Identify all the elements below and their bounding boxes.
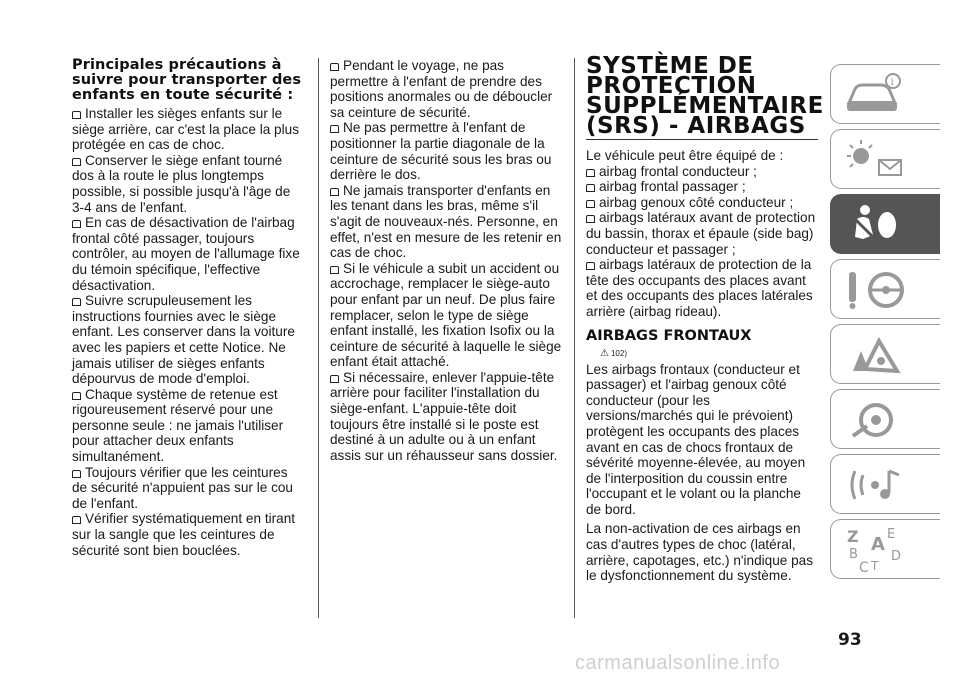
list-item: Suivre scrupuleusement les instructions fournies avec le siège enfant. Les conserver dans la voiture avec les papiers et cette Notice. Ne jamais utiliser de sièges enfants dépourvus de mode d'emploi. (72, 293, 295, 387)
list-item: Si le véhicule a subit un accident ou accrochage, remplacer le siège-auto pour enfant par un neuf. De plus faire remplacer, selon le type de siège enfant installé, les fixation Isofix ou la ceinture de sécurité à laquelle le siège enfant était attaché. (330, 260, 562, 370)
chapter-tabs (830, 64, 940, 584)
bullet-icon (586, 262, 595, 270)
list-item: airbag frontal conducteur ; (586, 164, 818, 180)
multimedia-icon[interactable] (830, 454, 940, 514)
bullet-icon (72, 516, 81, 524)
list-item: airbag frontal passager ; (586, 179, 818, 195)
list-item: Ne jamais transporter d'enfants en les tenant dans les bras, même s'il s'agit de nouveaux-nés. Personne, en effet, n'est en mesure de les retenir en cas de choc. (330, 182, 562, 261)
starting-driving-icon[interactable] (830, 259, 940, 319)
index-icon[interactable] (830, 519, 940, 579)
index-letter: B (849, 547, 858, 562)
bullet-icon (72, 470, 81, 478)
bullet-icon (586, 184, 595, 192)
list-item: Chaque système de retenue est rigoureusement réservé pour une personne seule : ne jamais l'utiliser pour attacher deux enfants simultanément. (72, 386, 284, 465)
bullet-icon (330, 63, 339, 71)
airbag-list (586, 164, 818, 320)
maintenance-icon[interactable] (830, 389, 940, 449)
list-item: Pendant le voyage, ne pas permettre à l'enfant de prendre des positions anormales ou de déboucler sa ceinture de sécurité. (330, 58, 553, 120)
page-number: 93 (838, 630, 862, 650)
intro-text: Le véhicule peut être équipé de : (586, 148, 784, 163)
bullet-icon (586, 169, 595, 177)
list-item: Si nécessaire, enlever l'appuie-tête arrière pour faciliter l'installation du siège-enfant. L'appuie-tête doit toujours être installé si le poste est destiné à un adulte ou à un enfant assis sur un réhausseur sans dossier. (330, 369, 558, 463)
index-letter: Z (847, 527, 859, 546)
warning-triangle-icon: ⚠ (600, 347, 609, 359)
watermark: carmanualsonline.info (575, 652, 781, 674)
title-underline (586, 139, 818, 140)
bullet-icon (330, 266, 339, 274)
safety-airbag-icon[interactable] (830, 194, 940, 254)
warning-lights-icon[interactable] (830, 129, 940, 189)
bullet-icon (586, 200, 595, 208)
index-letter: A (871, 534, 885, 555)
list-item: airbag genoux côté conducteur ; (586, 195, 818, 211)
index-letter: D (891, 549, 902, 564)
list-item: En cas de désactivation de l'airbag frontal côté passager, toujours contrôler, au moyen de l'allumage fixe du témoin spécifique, l'effective désactivation. (72, 215, 300, 293)
bullet-icon (72, 298, 81, 306)
bullet-icon (330, 188, 339, 196)
section-heading: Principales précautions à suivre pour transporter des enfants en toute sécurité : (72, 57, 302, 103)
paragraph: La non-activation de ces airbags en cas d'autres types de choc (latéral, arrière, capotages, etc.) n'indique pas le dysfonctionnement du système. (586, 521, 814, 584)
column-3 (586, 53, 824, 584)
list-item: airbags latéraux de protection de la tête des occupants des places avant et des occupants des places latérales arrière (airbag rideau). (586, 257, 813, 319)
subsection-heading: AIRBAGS FRONTAUX (586, 327, 752, 344)
column-1 (72, 58, 304, 558)
column-2 (330, 58, 562, 463)
bullet-icon (330, 375, 339, 383)
list-item: Ne pas permettre à l'enfant de positionner la partie diagonale de la ceinture de sécurité sous les bras ou derrière le dos. (330, 120, 552, 183)
list-item: Toujours vérifier que les ceintures de sécurité n'appuient pas sur le cou de l'enfant. (72, 464, 293, 511)
bullet-icon (330, 125, 339, 133)
bullet-icon (72, 111, 81, 119)
list-item: airbags latéraux avant de protection du bassin, thorax et épaule (side bag) conducteur et passager ; (586, 210, 816, 257)
warning-reference: ⚠ 102) (600, 347, 627, 359)
column-divider (574, 58, 575, 618)
precautions-list (72, 106, 304, 558)
paragraph: Les airbags frontaux (conducteur et passager) et l'airbag genoux côté conducteur (pour les versions/marchés qui le prévoient) protègent les occupants des places avant en cas de chocs frontaux de sévérité moyenne-élevée, au moyen de l'interposition du coussin entre l'occupant et le volant ou la planche de bord. (586, 361, 806, 517)
svg-text:i: i (890, 77, 894, 88)
bullet-icon (72, 392, 81, 400)
column-divider (318, 58, 319, 618)
car-info-icon[interactable] (830, 64, 940, 124)
list-item: Vérifier systématiquement en tirant sur la sangle que les ceintures de sécurité sont bien bouclées. (72, 511, 296, 558)
bullet-icon (586, 215, 595, 223)
bullet-icon (72, 158, 81, 166)
index-letter: T (871, 559, 879, 573)
chapter-title: SYSTÈME DE PROTECTION SUPPLÉMENTAIRE (SRS) - AIRBAGS (586, 53, 824, 139)
index-letter: C (859, 560, 869, 574)
list-item: Installer les sièges enfants sur le siège arrière, car c'est la place la plus protégée en cas de choc. (72, 106, 299, 153)
emergency-icon[interactable] (830, 324, 940, 384)
bullet-icon (72, 220, 81, 228)
list-item: Conserver le siège enfant tourné dos à la route le plus longtemps possible, si possible jusqu'à l'âge de 3-4 ans de l'enfant. (72, 152, 291, 215)
index-letter: E (887, 527, 896, 542)
